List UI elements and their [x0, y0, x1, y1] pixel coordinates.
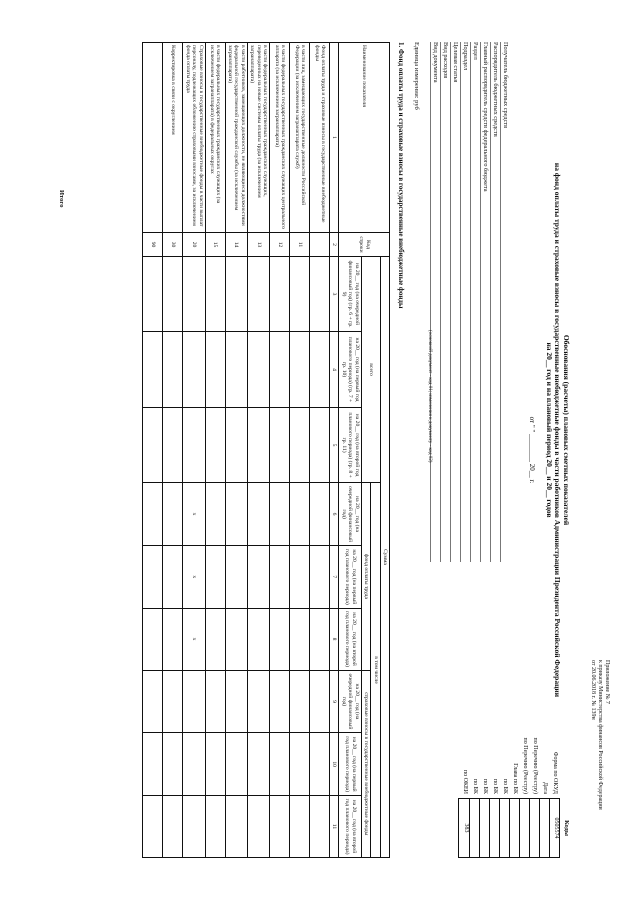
row-cell	[163, 733, 183, 796]
period-line: от " " ________ 20__ г.	[528, 416, 536, 484]
col-head: на 20__ год (на первый год планового периода) (гр. 7 + гр. 10)	[339, 332, 361, 408]
row-code: 14	[225, 233, 247, 257]
row-cell	[143, 332, 163, 408]
head-name: Наименование показателя	[339, 43, 390, 233]
row-cell	[225, 257, 247, 332]
col-head: на 20__ год (на второй год планового периода)	[339, 608, 361, 670]
row-cell	[310, 332, 330, 408]
row-cell	[163, 670, 183, 733]
row-name: в части работников, замещающих должности, не являющиеся должностями федеральной государственной гражданской службы (за исключением загранаппарата)	[225, 43, 247, 233]
itogo-label: Итого	[58, 190, 65, 208]
row-cell	[247, 332, 269, 408]
row-code: 90	[143, 233, 163, 257]
row-cell	[143, 608, 163, 670]
row-code: 15	[205, 233, 225, 257]
col-num: 8	[330, 608, 339, 670]
row-code: 12	[270, 233, 290, 257]
row-name: Корректировка в связи с округлением	[163, 43, 183, 233]
row-cell	[163, 483, 183, 546]
code-value	[509, 799, 519, 857]
row-cell	[310, 795, 330, 857]
row-cell	[310, 670, 330, 733]
row-cell	[270, 795, 290, 857]
doc-type-note: (основной документ - код 01; изменения к документу - код 02)	[427, 330, 432, 463]
row-cell	[183, 407, 205, 482]
row-cell	[163, 608, 183, 670]
row-cell	[290, 483, 310, 546]
row-cell	[270, 670, 290, 733]
row-cell	[247, 483, 269, 546]
row-cell	[247, 670, 269, 733]
row-cell	[247, 733, 269, 796]
code-value	[519, 799, 529, 857]
col-head: на 20__ год (на очередной финансовый год)	[339, 483, 361, 546]
row-cell	[205, 795, 225, 857]
row-code: 20	[183, 233, 205, 257]
col-num: 3	[330, 257, 339, 332]
row-cell	[225, 795, 247, 857]
head-incl: в том числе	[371, 483, 380, 858]
appendix-line: к приказу Министерства финансов Российской Федерации	[597, 660, 604, 810]
form-title	[544, 150, 570, 710]
row-cell	[205, 332, 225, 408]
table-row	[143, 43, 163, 858]
row-cell	[310, 257, 330, 332]
col-head: на 20__ год (на второй год планового периода) (гр. 8 + гр. 11)	[339, 407, 361, 482]
rotated-form-sheet	[50, 30, 610, 870]
row-cell: x	[183, 483, 205, 546]
row-name: в части федеральных государственных гражданских служащих (за исключением загранаппарата) в федеральных округах	[205, 43, 225, 233]
row-cell	[270, 608, 290, 670]
table-row	[270, 43, 290, 858]
code-label: по Перечню (Реестру)	[532, 737, 538, 794]
col-num: 11	[330, 795, 339, 857]
field-line: Раздел	[470, 42, 480, 562]
row-cell	[143, 257, 163, 332]
col-head: на 20__ год (на первый год планового периода)	[339, 545, 361, 608]
code-value	[499, 799, 509, 857]
row-cell	[290, 795, 310, 857]
row-cell	[225, 608, 247, 670]
section-title: 1. Фонд оплаты труда и страховые взносы в государственные внебюджетные фонды	[397, 42, 405, 309]
head-sum: Сумма	[380, 257, 389, 858]
row-cell: x	[183, 608, 205, 670]
col-head: на 20__ год (на первый год планового периода)	[339, 733, 361, 796]
row-cell	[290, 670, 310, 733]
row-cell	[183, 733, 205, 796]
row-cell	[143, 483, 163, 546]
row-cell	[163, 407, 183, 482]
field-line: Главный распорядитель средств федерального бюджета	[480, 42, 490, 562]
row-cell	[290, 608, 310, 670]
row-cell	[270, 407, 290, 482]
header-fields	[430, 42, 510, 562]
title-line: Обоснования (расчеты) плановых сметных показателей	[562, 334, 571, 526]
col-num: 10	[330, 733, 339, 796]
col-head: на 20__ год (на очередной финансовый год) (гр. 6 + гр. 9)	[339, 257, 361, 332]
appendix-line: Приложение № 7	[604, 660, 610, 704]
code-value	[539, 799, 549, 857]
row-cell	[163, 257, 183, 332]
row-cell	[270, 545, 290, 608]
table-row	[163, 43, 183, 858]
row-cell	[310, 733, 330, 796]
field-line: Целевая статья	[450, 42, 460, 562]
row-cell	[225, 483, 247, 546]
row-cell	[143, 733, 163, 796]
col-num: 6	[330, 483, 339, 546]
title-line: на фонд оплаты труда и страховые взносы в государственные внебюджетные фонды в части работников Администрации Президента Российской Федерации	[553, 162, 563, 698]
table-row	[183, 43, 205, 858]
code-value: 383	[463, 823, 469, 833]
codes-labels	[460, 684, 560, 794]
row-cell	[143, 545, 163, 608]
main-table	[142, 42, 390, 858]
appendix-note	[589, 660, 610, 860]
code-label: Форма по ОКУД	[552, 751, 558, 794]
row-cell	[247, 545, 269, 608]
row-cell	[310, 608, 330, 670]
row-cell	[183, 670, 205, 733]
table-row	[247, 43, 269, 858]
row-cell	[290, 407, 310, 482]
codes-box	[458, 798, 560, 858]
row-cell	[143, 407, 163, 482]
row-cell	[205, 545, 225, 608]
row-code: 11	[290, 233, 310, 257]
row-name	[143, 43, 163, 233]
row-cell	[163, 545, 183, 608]
field-line: Распорядитель бюджетных средств	[490, 42, 500, 562]
code-value	[489, 799, 499, 857]
col-num: 9	[330, 670, 339, 733]
code-label: по БК	[492, 778, 498, 794]
table-body	[143, 43, 330, 858]
table-row	[225, 43, 247, 858]
col-head: на 20__ год (на очередной финансовый год)	[339, 670, 361, 733]
head-total: всего	[361, 257, 380, 483]
head-ins: страховые взносы в государственные внебюджетные фонды	[361, 670, 370, 857]
row-cell	[205, 670, 225, 733]
col-num: 4	[330, 332, 339, 408]
row-cell	[270, 733, 290, 796]
row-cell	[225, 332, 247, 408]
code-value: 0505574	[549, 799, 559, 857]
row-cell	[183, 795, 205, 857]
row-code	[310, 233, 330, 257]
row-cell	[310, 483, 330, 546]
row-cell	[205, 407, 225, 482]
code-value	[529, 799, 539, 857]
row-name: в части федеральных государственных гражданских служащих центрального аппарата (за исключением загранаппарата)	[270, 43, 290, 233]
head-code: Код строки	[339, 233, 390, 257]
row-cell	[143, 795, 163, 857]
code-value	[469, 799, 479, 857]
field-line: Подраздел	[460, 42, 470, 562]
code-label: по БК	[482, 778, 488, 794]
table-row	[290, 43, 310, 858]
title-line: на 20__ год и на плановый период 20__ и 20__ годов	[544, 342, 554, 518]
row-cell	[205, 608, 225, 670]
code-value	[479, 799, 489, 857]
col-num: 7	[330, 545, 339, 608]
col-num: 1	[330, 43, 339, 233]
col-num: 5	[330, 407, 339, 482]
row-name: Страховые взносы в государственные внебюджетные фонды в части выплат персоналу, подлежащих обложению страховыми взносами, за исключением фонда оплаты труда	[183, 43, 205, 233]
row-cell	[290, 332, 310, 408]
codes-header: Коды	[563, 820, 570, 836]
row-cell	[290, 257, 310, 332]
row-code: 30	[163, 233, 183, 257]
row-cell	[247, 257, 269, 332]
row-cell	[225, 407, 247, 482]
row-cell	[163, 795, 183, 857]
table-row	[310, 43, 330, 858]
row-name: в части федеральных государственных гражданских служащих, переведенных на новые системы оплаты труда (за исключением загранаппарата)	[247, 43, 269, 233]
row-cell	[247, 608, 269, 670]
code-label: по ОКЕИ	[462, 769, 468, 794]
appendix-line: от 20.06.2018 г. № 139н	[590, 660, 597, 720]
code-label: по БК	[472, 778, 478, 794]
code-label: Дата	[542, 782, 548, 794]
row-name: в части лиц, замещающих государственные должности Российской Федерации (за исключением загранаппарата служб)	[290, 43, 310, 233]
row-cell	[225, 545, 247, 608]
row-code: 13	[247, 233, 269, 257]
row-cell	[270, 257, 290, 332]
unit-label: Единица измерения: руб	[413, 42, 420, 110]
field-line: Вид документа	[430, 42, 440, 562]
row-cell	[205, 483, 225, 546]
head-fot: фонд оплаты труда	[361, 483, 370, 670]
row-cell	[270, 483, 290, 546]
table-row	[205, 43, 225, 858]
row-cell	[290, 733, 310, 796]
row-cell	[183, 332, 205, 408]
col-head: на 20__ год (на второй год планового периода)	[339, 795, 361, 857]
code-label: по Перечню (Реестру)	[522, 737, 528, 794]
row-cell	[290, 545, 310, 608]
field-line: Вид расходов	[440, 42, 450, 562]
row-cell	[183, 257, 205, 332]
code-label: по БК	[502, 778, 508, 794]
field-line: Получатель бюджетных средств	[500, 42, 510, 562]
row-cell	[310, 407, 330, 482]
row-name: Фонд оплаты труда и страховые взносы в государственные внебюджетные фонды	[310, 43, 330, 233]
row-cell	[143, 670, 163, 733]
row-cell	[310, 545, 330, 608]
row-cell	[163, 332, 183, 408]
code-label: Глава по БК	[512, 763, 518, 794]
row-cell	[247, 407, 269, 482]
row-cell	[225, 670, 247, 733]
row-cell	[205, 257, 225, 332]
row-cell	[247, 795, 269, 857]
col-num: 2	[330, 233, 339, 257]
row-cell	[225, 733, 247, 796]
row-cell	[205, 733, 225, 796]
row-cell	[270, 332, 290, 408]
row-cell: x	[183, 545, 205, 608]
